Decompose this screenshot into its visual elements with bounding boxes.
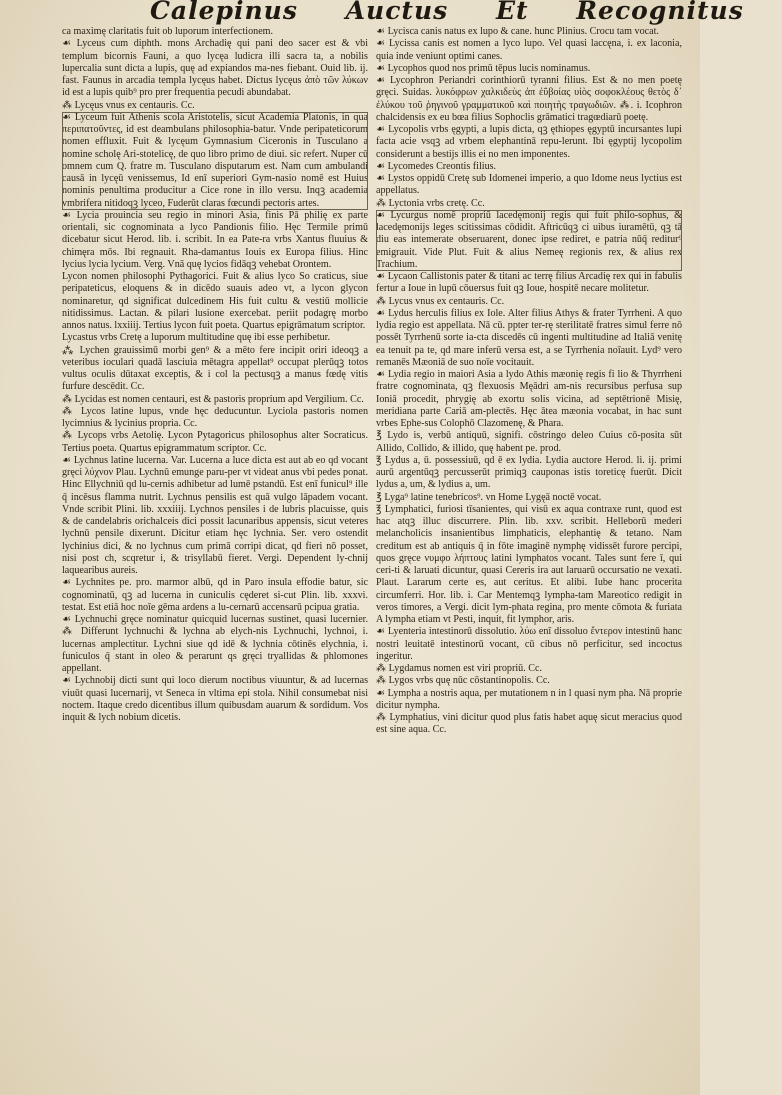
- dictionary-entry: ⁂ Lychen grauissimū morbi gen⁹ & a mēto fere incipit oriri ideoqꝫ a veteribus ioculari quadā lasciuia mētagra appellat⁹ occupat plerūqꝫ totos vultus oculis dūtaxat exceptis, & i col la pectusqꝫ a manus fœdę vitis furfure descēdit. Cc.: [62, 344, 368, 393]
- header-word: Recognitus: [576, 0, 744, 25]
- dictionary-entry: ☙ Lycaon Callistonis pater & titani ac terrę filius Arcadię rex qui in fabulis fertur a Ioue in lupū cōuersus fuit qꝫ Ioue, hospitē necare molitetur.: [376, 271, 682, 295]
- dictionary-entry: ☙ Lycomedes Creontis filius.: [376, 160, 497, 172]
- dictionary-entry: ☙ Lychnus latine lucerna. Var. Lucerna a luce dicta est aut ab eo qd vocant gręci λύχνον Plau. Lychnū emunge paru-per vt videat anus vbi pedes ponat. Hinc Ellychniū qd lu-cernis adhibetur ad lumē pstandū. Est enī funicul⁹ ille q̄ incēsus flamma nutrit. Lychnus pensilis est quā vulgo lāpadem vocant. Vnde scribit Plini. lib. xxxiiij. Lychnos pensiles i de lubris placuisse, quis & de candelabris orichalceis dici possit lacunaribus appensis, sicut veteres lychnū pensile dixerunt. Dicitur etiam hęc lychnia. Ser. vero ostendit lychinius dici, & no lychnus cum primā corripi dicat, qd fieri nō posset, nisi post ch, scqretur i, & trisyllabū fieret. Vergi. Dependent ly-chnij laquearibus aureis.: [62, 454, 368, 576]
- dictionary-entry: ☙ Lycia prouincia seu regio in minori Asia, finis Pā philię ex parte orientali, sic cognominata a lyco Pandionis filio. Hęc Termile primū dicebatur sicut Herod. lib. i. scribit. In ea Pate-ra vrbs Xantus fluuius & chimęra mōs. Ibi regnauit. Rha-damantus Iouis ex Europa filius. Hinc lycius lycia lycium. Verg. Vnā quę lycios fidāqꝫ vehebat Orontem.: [62, 209, 368, 270]
- dictionary-entry: ⁂ Lycidas est nomen centauri, est & pastoris proprium apd Vergilium. Cc.: [62, 393, 364, 405]
- dictionary-entry: ⁂ Lygos vrbs quę nūc cōstantinopolis. Cc.: [376, 675, 550, 687]
- left-column: [62, 26, 368, 723]
- dictionary-entry: ⁂ Lygdamus nomen est viri propriū. Cc.: [376, 663, 542, 674]
- dictionary-entry: ☙ Lychnobij dicti sunt qui loco dierum noctibus viuuntur, & ad lucernas viuūt quasi lucernarij, vt Seneca in vltima epi stola. Nihil consumebat nisi noctem. Itaque credo dicentibus illum quibusdam auarum & sordidum. Vos inquit & lych nobium dicetis.: [62, 675, 368, 723]
- blank-lower-margin: [0, 740, 700, 1095]
- dictionary-entry: ☙ Lychnites pe. pro. marmor albū, qd in Paro insula effodie batur, sic cognominatū, qꝫ ad lucerna in cuniculis cęderet si-cut Plin. lib. xxxvi. testat. Est etiā hoc noīe gēma ardens a lu-cernarū accensarū pcipua gratia.: [62, 577, 368, 613]
- dictionary-entry: ☙ Lyceus cum diphth. mons Archadię qui pani deo sacer est & vbi templum bicornis Fauni, a quo lycęa ludicra illi sacra ta, a nobilis lupercalia sunt dicta a lupis, quę ad expiandos ma-nes fiebant. Ouid lib. ij. fast. Faunus in arcadia templa lycęus habet. Dictus lycęus ἀπὸ τῶν λύκων id est a lupis quib⁹ pro prer frequentia pecudi abundabat.: [62, 38, 368, 99]
- dictionary-entry: ☙ Lycopolis vrbs ęgypti, a lupis dicta, qꝫ ęthiopes ęgyptū incursantes lupi facta acie vsqꝫ ad vrbem elephantinā repu-lerunt. Ibi ęgyptij lycopolim considerunt a bestijs illis ei no men imponentes.: [376, 124, 682, 160]
- dictionary-entry: ℥ Lyga⁹ latine tenebricos⁹. vn Home Lygęā noctē vocat.: [376, 491, 602, 503]
- dictionary-entry: ☙ Lyenteria intestinorū dissolutio. λύω enī dissoluo ἔντερον intestinū hanc nostri leuitatē intestinorū vocant, cū cibus nō perficitur, sed incoctus ingeritur.: [376, 626, 682, 662]
- dictionary-entry: ca maximę claritatis fuit ob luporum interfectionem.: [62, 26, 274, 37]
- dictionary-entry: Lycon nomen philosophi Pythagorici. Fuit & alius lyco So craticus, siue peripateticus, eloquens & in dicēdo suauis adeo vt, a lycon glycon nominaretur, qd significat dulcedinem His fuit cultu & vestiū mollicie nitidissimus. Lactan. & pilari lusione exercebat. periit podagrę morbo annos natus. lxxiiij. Tertius lycon fuit poeta. Quartus epigrāmatum scriptor.: [62, 271, 368, 331]
- dictionary-entry: ⁂ Lycos latine lupus, vnde hęc deducuntur. Lyciola pastoris nomen lycimnius & lycinius propria. Cc.: [62, 405, 368, 429]
- dictionary-entry: ℥ Lydus a, ū. possessiuū, qd ē ex lydia. Lydia auctore Herod. li. ij. primi aurū argentūqꝫ percusserūt primiqꝫ cauponas istis toreticę fuerūt. Dicit lydus a, um, & lydius a, um.: [376, 454, 682, 491]
- dictionary-entry: ℥ Lydo is, verbū antiquū, signifi. cōstringo deleo Cuius cō-posita sūt Allido, Collido, & illido, quę habent pe. prod.: [376, 430, 682, 454]
- dictionary-entry: ⁂ Lycus vnus ex centauris. Cc.: [376, 295, 505, 307]
- header-word: Et: [495, 0, 529, 25]
- dictionary-entry: ☙ Lycisca canis natus ex lupo & cane. hunc Plinius. Crocu tam vocat.: [376, 26, 659, 37]
- header-word: Auctus: [345, 0, 449, 25]
- dictionary-entry: ☙ Lyceum fuit Athenis scola Aristotelis, sicut Academia Platonis, in qua περιπατοῦντες, id est deambulans philosophia-batur. Vnde peripateticorum nomen effluxit. Fuit & lycęum Gymnasium Ciceronis in Tusculano a nomine scholę Ari-stotelicę, de quo libro primo de diui. sic refert. Nuper cū omnem cum Q. fratre m. Tusculano disputarum est. Nam cum ambulandi causā in lycęū venissemus, Id enī superiori Gym-nasio nomē est Huius nominis penultima producitur a Cice rone in illo versu. Inqꝫ academia vmbrifera nitidoqꝫ lyceo, Fuderūt claras fœcundi pectoris artes.: [62, 111, 368, 209]
- dictionary-entry: ⁂ Lyctonia vrbs cretę. Cc.: [376, 197, 485, 209]
- dictionary-entry: ☙ Lychnuchi gręce nominatur quicquid lucernas sustinet, quasi lucernier. ⁂ Differunt lychnuchi & lychna ab elych-nis Lychnuchi, lychnoi, i. lucernas amplectitur. Lychni siue qd idē & lychnia cōtinēs elychnia, i. funiculos q̄ stant in oleo & perarunt qs gręci tryallidas & phlomones appellant.: [62, 614, 368, 674]
- dictionary-entry: ☙ Lycissa canis est nomen a lyco lupo. Vel quasi laccęna, i. ex laconia, quia inde veniunt optimi canes.: [376, 38, 682, 62]
- dictionary-entry: ⁂ Lymphatius, vini dicitur quod plus fatis habet aquę sicut meracius quod est sine aqua. Cc.: [376, 712, 682, 736]
- right-column: [376, 26, 682, 736]
- dictionary-entry: ☙ Lydus herculis filius ex Iole. Alter filius Athys & frater Tyrrheni. A quo lydia regio est appellata. Nā cū. ppter ter-rę sterilitatē fratres simul ferre nō possēt Tyrrhenū sorte ia-cta discedēs cū ingenti multitudine ad Italiā venitę ea tenuit pa te, qd mare inferū versa est, a se Tyrrhenia noīauit. Lyd⁹ vero remanēs Mæoniā de suo noīe vocitauit.: [376, 307, 682, 368]
- dictionary-entry: ☙ Lycophron Periandri corinthiorū tyranni filius. Est & no men poetę gręci. Suidas. λυκόφρων χαλκιδεὺς ἀπ ἐΰβοίας υἱὸς σοφοκλέους θετὸς δ᾿ ἐλύκου τοῦ ῥηγινοῦ γραμματικοῦ καὶ ποιητὴς τραγωδιῶν. ⁂. i. Icophron chalcidensis ex eu bœa filius Sophoclis grāmatici tragœdiarū poetę.: [376, 75, 682, 123]
- running-header: [150, 0, 744, 25]
- dictionary-entry: ☙ Lympha a nostris aqua, per mutationem n in l quasi nym pha. Nā proprie dicitur nympha.: [376, 687, 682, 711]
- dictionary-entry: ☙ Lystos oppidū Cretę sub Idomenei imperio, a quo Idome neus lyctius est appellatus.: [376, 173, 682, 197]
- dictionary-entry: ☙ Lycurgus nomē propriū lacedęmonij regis qui fuit philo-sophus, & lacedęmonijs leges scitissimas cōdidit. Aftricūqꝫ ci uibus iuramētū, qꝫ tā diu eas intemerate obseruarent, donec ipse rediret, e patria nūq̄ reditur⁹ emigrauit. Vide Plut. Fuit & alius Nemeę regionis rex, & alius rex Trachium.: [376, 209, 682, 270]
- dictionary-entry: Lycastus vrbs Cretę a luporum multitudine quę ibi esse perhibetur.: [62, 332, 330, 344]
- dictionary-entry: ☙ Lycophos quod nos primū tēpus lucis nominamus.: [376, 62, 591, 74]
- dictionary-entry: ⁂ Lycops vrbs Aetolię. Lycon Pytagoricus philosophus alter Socraticus. Tertius poeta. Quartus epigrammatum scriptor. Cc.: [62, 430, 368, 454]
- dictionary-entry: ⁂ Lycęus vnus ex centauris. Cc.: [62, 99, 195, 111]
- dictionary-entry: ☙ Lydia regio in maiori Asia a lydo Athis mæonię regis fi lio & Thyrrheni fratre cognominata, qꝫ flexuosis Męādri am-nis recursibus perfusa sup Ioniā procedit, phrygię ab exortu solis vicina, ad septētrionē Misię, meridiana parte Cariā am-plectēs. Hęc ātea mæonia vocabat, in hac sunt vrbes Ephe-sus Colophō Clazomenę, & Phara.: [376, 369, 682, 429]
- header-word: Calepinus: [150, 0, 298, 25]
- dictionary-entry: ℥ Lymphatici, furiosi tīsanientes, qui visū ex aqua contraxe runt, quod est hac atqꝫ illuc discurrere. Plin. lib. xxv. scribit. Helleborū mederi melancholicis insanientibus limphaticis, elephantię & tetano. Nam creditum est ab antiquis q̄ in fōte imaginē nymphę vidissēt furore percipi, quos gręce νυμφο λήπτους latini lymphatos vocant. Tales sunt fere ī, qui ceri-ti & laruati dicuntur, quasi Cereris ira aut laruarū occursatio ne vexati. Plaut. Lararum certe es, aut ceritus. Et alibi. Iube hanc procerita circumferri. Hor. lib. i. Car Mentemqꝫ lympha-tam Mareotico redigit in veros timores, a Vergi. dicit lym-phata regina, pro mente cōmota & furiata A lympha etiam vt Pesti, inquit, fit lymphor, aris.: [376, 503, 682, 625]
